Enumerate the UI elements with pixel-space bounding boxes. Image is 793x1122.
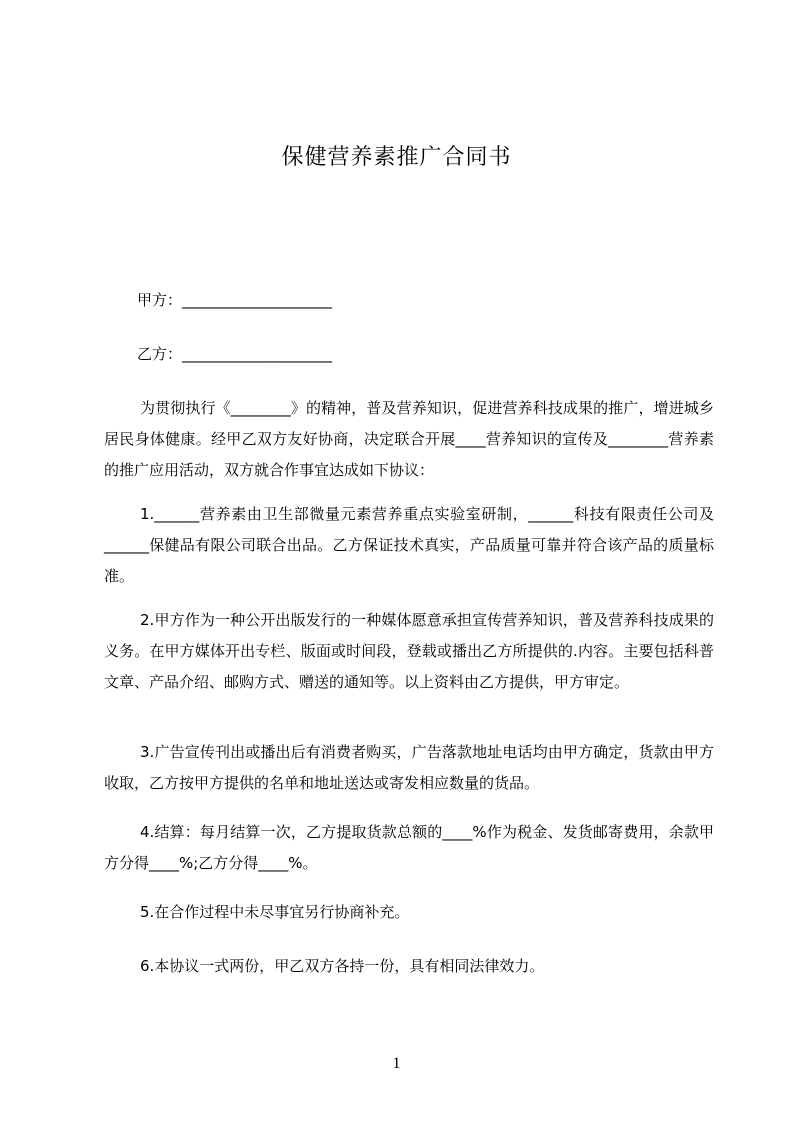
party-a-line: 甲方：____________________ <box>137 291 333 309</box>
clause-2: 2.甲方作为一种公开出版发行的一种媒体愿意承担宣传营养知识，普及营养科技成果的义务。在甲方媒体开出专栏、版面或时间段，登载或播出乙方所提供的.内容。主要包括科普文章、产品介绍、邮购方式、赠送的通知等。以上资料由乙方提供，甲方审定。 <box>104 611 714 691</box>
clause-3: 3.广告宣传刊出或播出后有消费者购买，广告落款地址电话均由甲方确定，货款由甲方收取，乙方按甲方提供的名单和地址送达或寄发相应数量的货品。 <box>104 743 714 792</box>
clause-5: 5.在合作过程中未尽事宜另行协商补充。 <box>140 903 410 921</box>
clause-4: 4.结算：每月结算一次，乙方提取货款总额的____%作为税金、发货邮寄费用，余款甲方分得____%;乙方分得____%。 <box>104 823 714 872</box>
party-b-line: 乙方：____________________ <box>137 345 333 363</box>
clause-1: 1.______营养素由卫生部微量元素营养重点实验室研制，______科技有限责任公司及______保健品有限公司联合出品。乙方保证技术真实，产品质量可靠并符合该产品的质量标准。 <box>104 505 714 585</box>
intro-paragraph: 为贯彻执行《________》的精神，普及营养知识，促进营养科技成果的推广，增进城乡居民身体健康。经甲乙双方友好协商，决定联合开展____营养知识的宣传及________营养素的推广应用活动，双方就合作事宜达成如下协议： <box>104 399 714 479</box>
clause-6: 6.本协议一式两份，甲乙双方各持一份，具有相同法律效力。 <box>140 957 545 975</box>
document-title: 保健营养素推广合同书 <box>281 145 512 170</box>
page-number: 1 <box>392 1055 401 1072</box>
